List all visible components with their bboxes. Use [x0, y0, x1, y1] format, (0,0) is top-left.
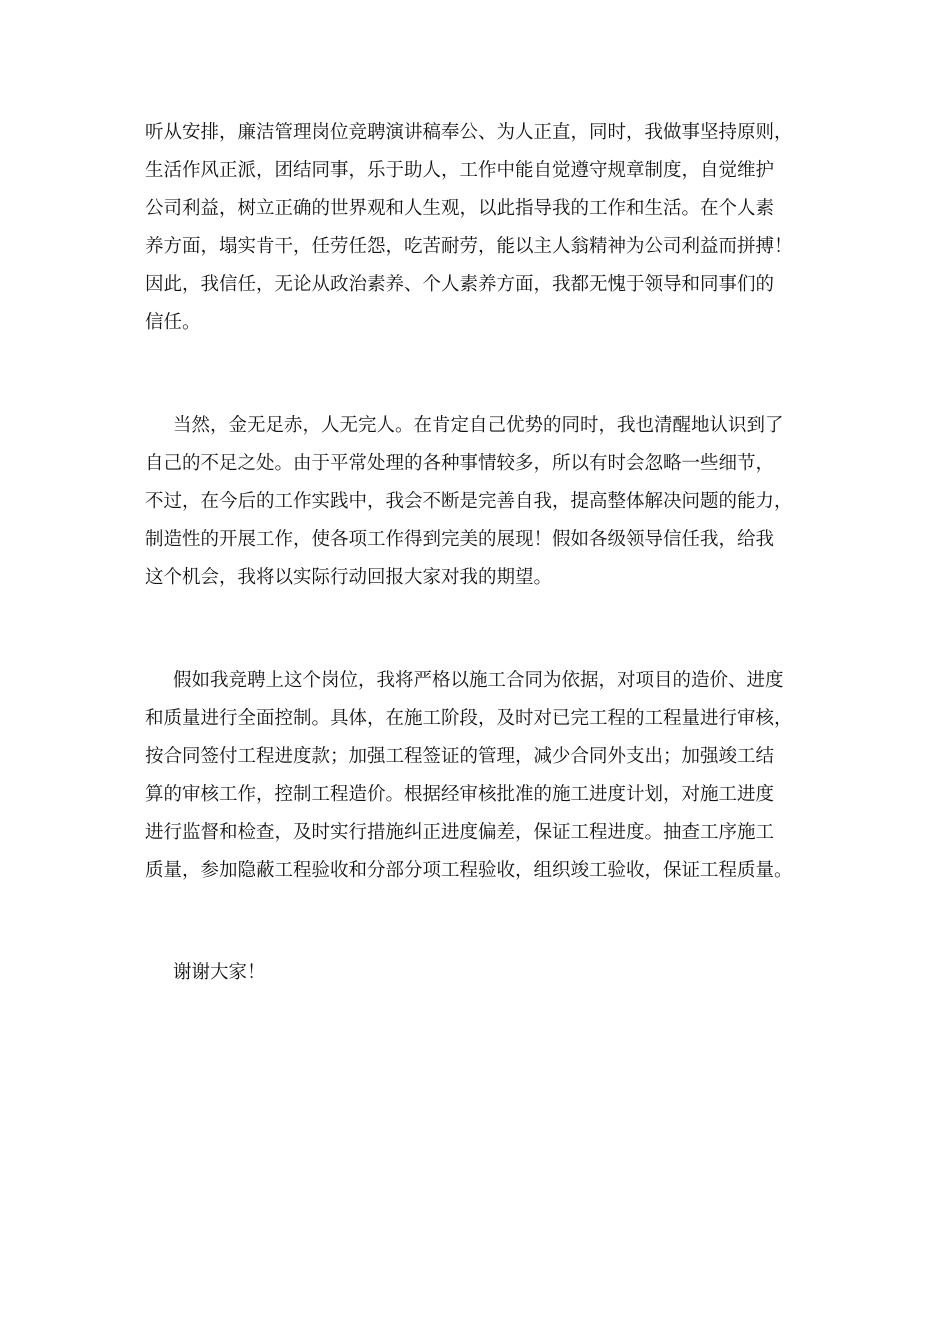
text-line: 不过，在今后的工作实践中，我会不断是完善自我，提高整体解决问题的能力，: [145, 491, 793, 512]
text-line: 公司利益，树立正确的世界观和人生观，以此指导我的工作和生活。在个人素: [145, 198, 775, 219]
text-line: 假如我竞聘上这个岗位，我将严格以施工合同为依据，对项目的造价、进度: [173, 670, 784, 691]
text-line: 和质量进行全面控制。具体，在施工阶段，及时对已完工程的工程量进行审核，: [145, 708, 793, 729]
text-line: 听从安排，廉洁管理岗位竞聘演讲稿奉公、为人正直，同时，我做事坚持原则，: [145, 122, 793, 143]
text-line: 养方面，塌实肯干，任劳任怨，吃苦耐劳，能以主人翁精神为公司利益而拼搏！: [145, 236, 793, 257]
text-line: 当然，金无足赤，人无完人。在肯定自己优势的同时，我也清醒地认识到了: [173, 415, 784, 436]
text-line: 算的审核工作，控制工程造价。根据经审核批准的施工进度计划，对施工进度: [145, 784, 775, 805]
text-line: 质量，参加隐蔽工程验收和分部分项工程验收，组织竣工验收，保证工程质量。: [145, 860, 793, 881]
text-line: 自己的不足之处。由于平常处理的各种事情较多，所以有时会忽略一些细节，: [145, 453, 775, 474]
text-line: 因此，我信任，无论从政治素养、个人素养方面，我都无愧于领导和同事们的: [145, 274, 775, 295]
text-line: 制造性的开展工作，使各项工作得到完美的展现！假如各级领导信任我，给我: [145, 529, 775, 550]
closing-line: 谢谢大家！: [173, 962, 266, 983]
text-line: 进行监督和检查，及时实行措施纠正进度偏差，保证工程进度。抽查工序施工: [145, 822, 775, 843]
text-line: 按合同签付工程进度款；加强工程签证的管理，减少合同外支出；加强竣工结: [145, 746, 775, 767]
text-line: 信任。: [145, 312, 201, 333]
text-line: 这个机会，我将以实际行动回报大家对我的期望。: [145, 567, 553, 588]
text-line: 生活作风正派，团结同事，乐于助人，工作中能自觉遵守规章制度，自觉维护: [145, 160, 775, 181]
